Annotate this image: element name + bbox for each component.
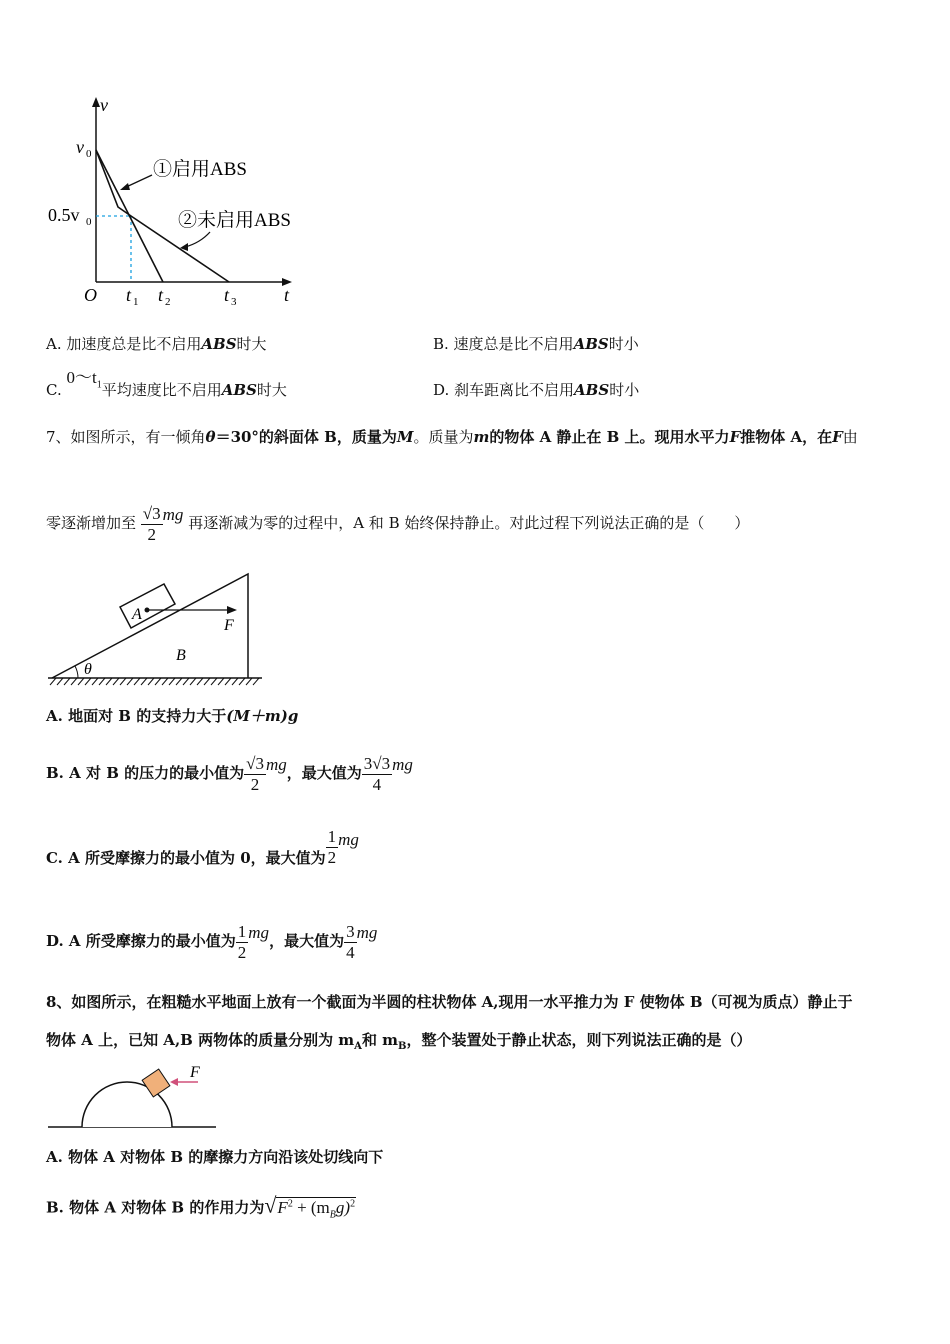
q8-option-b-g: g) (335, 1197, 351, 1217)
q6-option-b[interactable] (433, 334, 639, 354)
q7-option-d-mg2: mg (356, 923, 378, 942)
q7-option-c-frac-den: 2 (327, 847, 337, 867)
q7-option-a-expr: (M＋m)g (226, 707, 299, 725)
q7-option-b-frac2-den: 4 (372, 774, 382, 794)
q8-option-b-sqrt (264, 1190, 356, 1229)
q6-option-a-text: A. 加速度总是比不启用 (46, 335, 202, 353)
t1-sub: 1 (133, 296, 139, 308)
t2-label: t (158, 285, 164, 305)
q7-mass-m: m (473, 428, 490, 446)
q7-force-F: F (729, 428, 741, 446)
q7-option-b-mg1: mg (265, 755, 287, 774)
q6-option-c-end: 时大 (256, 381, 287, 399)
force-f-label: F (190, 1064, 200, 1081)
block-a (120, 584, 175, 628)
q7-option-d-frac1-num: 1 (237, 921, 247, 941)
q7-option-d-mg1: mg (248, 923, 270, 942)
incline-body (52, 574, 248, 678)
q7-option-b[interactable] (46, 740, 413, 806)
q8-option-b-exp2: 2 (350, 1198, 356, 1209)
q7-stem-p4: 推物体 A，在 (740, 428, 833, 446)
force-arrow-head (170, 1078, 178, 1086)
force-arrow-head (227, 606, 237, 614)
q7-force-F2: F (832, 428, 843, 446)
incline-b-label: B (176, 647, 186, 664)
q7-option-c-text: C. A 所受摩擦力的最小值为 0，最大值为 (46, 849, 326, 867)
q7-option-d-frac1 (236, 922, 249, 963)
q7-option-c-frac (326, 827, 339, 868)
pointer-1-head (120, 183, 130, 190)
v0-label: v (76, 137, 84, 157)
q8-option-b-exp: 2 (287, 1198, 293, 1209)
label-abs-off: ②未启用ABS (178, 210, 291, 231)
ground-hatch (50, 678, 259, 685)
q7-option-b-text: B. A 对 B 的压力的最小值为 (46, 764, 245, 782)
q7-option-a[interactable] (46, 706, 298, 726)
q7-option-b-frac1-den: 2 (250, 774, 260, 794)
q7-stem-line2 (46, 490, 749, 556)
t2-sub: 2 (165, 296, 171, 308)
q7-stem-p5: 由 (842, 428, 858, 446)
q7-option-b-mid: ，最大值为 (286, 764, 362, 782)
half-v0-label: 0.5v (48, 205, 80, 225)
q6-option-d-text: D. 刹车距离比不启用 (433, 381, 575, 399)
q6-option-c-range-text: 0～t (66, 368, 97, 387)
q6-option-b-text: B. 速度总是比不启用 (433, 335, 574, 353)
q7-option-d-frac2-den: 4 (346, 942, 355, 962)
q7-stem-fraction (141, 504, 163, 545)
q6-option-d-abs: ABS (574, 381, 610, 399)
q7-option-b-frac1-num: √3 (246, 753, 264, 773)
q7-option-d-frac2-num: 3 (346, 921, 355, 941)
q8-option-b-text: B. 物体 A 对物体 B 的作用力为 (46, 1198, 265, 1217)
label-abs-on: ①启用ABS (153, 159, 247, 180)
q7-option-b-frac2 (362, 754, 392, 795)
q8-sub-a: A (354, 1041, 362, 1052)
q7-theta: θ (205, 428, 216, 446)
q7-option-d-mid: ，最大值为 (269, 932, 345, 950)
q6-option-a-end: 时大 (236, 335, 267, 353)
q6-option-c-range-sub: 1 (96, 379, 102, 391)
q7-stem-p1: 7、如图所示，有一倾角 (46, 428, 206, 446)
v-axis-label: v (100, 95, 108, 115)
q7-option-c-frac-num: 1 (327, 826, 337, 846)
t3-label: t (224, 285, 230, 305)
q6-option-a-abs: ABS (201, 335, 237, 353)
q7-option-b-frac1 (244, 754, 266, 795)
q6-option-d-end: 时小 (609, 381, 640, 399)
q7-option-c-mg: mg (338, 830, 359, 849)
q6-option-b-end: 时小 (608, 335, 639, 353)
q8-option-b[interactable] (46, 1190, 356, 1229)
q7-stem-eq: ＝30°的斜面体 B，质量为 (215, 428, 397, 446)
sqrt-radicand (276, 1197, 356, 1221)
q7-option-c[interactable] (46, 825, 359, 891)
q8-stem-l2a: 物体 A 上，已知 A,B 两物体的质量分别为 m (46, 1031, 355, 1049)
origin-label: O (84, 285, 97, 305)
angle-arc (75, 666, 78, 678)
q8-stem-line1: 8、如图所示，在粗糙水平地面上放有一个截面为半圆的柱状物体 A,现用一水平推力为 F 使物体 B（可视为质点）静止于 (46, 993, 853, 1011)
q7-option-a-text: A. 地面对 B 的支持力大于 (46, 707, 227, 725)
q8-stem-line2 (46, 1030, 752, 1057)
pointer-2 (185, 232, 210, 247)
q7-mass-M: M (396, 428, 414, 446)
q8-sub-b: B (398, 1041, 407, 1052)
q7-frac-num: √3 (142, 503, 161, 523)
q7-stem-p2: 。质量为 (413, 428, 474, 446)
force-f-label: F (224, 617, 234, 634)
q6-option-d[interactable] (433, 380, 639, 400)
q6-option-c-abs: ABS (221, 381, 257, 399)
t1-label: t (126, 285, 132, 305)
t3-sub: 3 (231, 296, 237, 308)
q8-option-b-sub: B (329, 1209, 336, 1221)
theta-label: θ (84, 661, 92, 678)
q8-option-a[interactable] (46, 1147, 383, 1167)
abs-vt-graph (40, 95, 330, 310)
q8-stem-l2b: 和 m (361, 1031, 399, 1049)
q6-option-a[interactable] (46, 334, 267, 354)
q7-stem-p3: 的物体 A 静止在 B 上。现用水平力 (489, 428, 730, 446)
q7-stem-line1 (46, 427, 858, 447)
q7-option-b-mg2: mg (392, 755, 413, 774)
semicircle-figure (44, 1060, 224, 1132)
t-axis-label: t (284, 285, 290, 305)
v0-sub: 0 (86, 148, 92, 160)
sqrt-sign: √ (264, 1192, 277, 1218)
q7-option-d[interactable] (46, 908, 377, 974)
q6-option-c-text: 平均速度比不启用 (101, 381, 222, 399)
q8-stem-l2c: ，整个装置处于静止状态，则下列说法正确的是（） (406, 1031, 752, 1049)
q7-option-d-frac1-den: 2 (237, 942, 247, 962)
q7-stem-l2a: 零逐渐增加至 (46, 514, 137, 532)
q8-option-b-F: F (277, 1197, 288, 1217)
q7-option-d-frac2 (344, 922, 357, 963)
block-a-label: A (132, 606, 142, 623)
q8-option-b-plus: + (m (292, 1197, 330, 1217)
half-v0-sub: 0 (86, 216, 92, 228)
q8-option-a-text: A. 物体 A 对物体 B 的摩擦力方向沿该处切线向下 (46, 1148, 384, 1166)
q7-mg: mg (162, 505, 184, 524)
q7-frac-den: 2 (147, 524, 156, 544)
v-axis-arrow (92, 97, 100, 107)
q7-stem-l2b: 再逐渐减为零的过程中，A 和 B 始终保持静止。对此过程下列说法正确的是（ ） (188, 514, 750, 532)
incline-figure (44, 568, 266, 690)
q6-option-c-label: C. (46, 381, 62, 399)
q7-option-b-frac2-num: 3√3 (363, 753, 391, 773)
q6-option-c-range (66, 368, 102, 391)
q6-option-b-abs: ABS (573, 335, 609, 353)
q7-option-d-text: D. A 所受摩擦力的最小值为 (46, 932, 236, 950)
